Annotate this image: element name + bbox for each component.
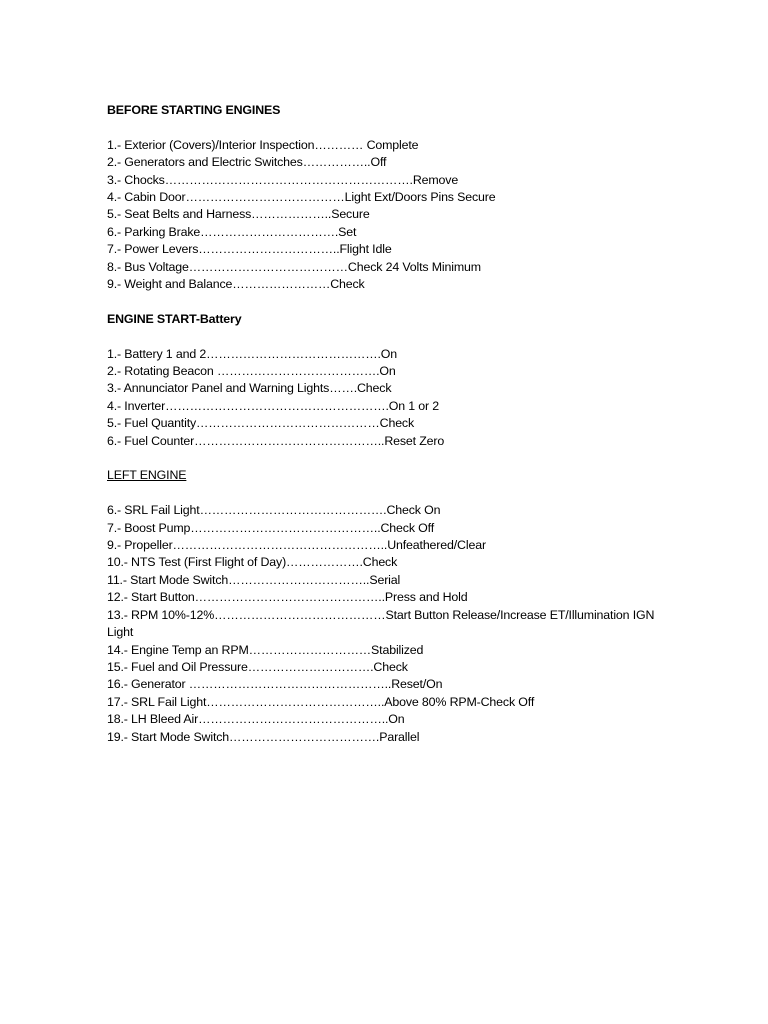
- checklist-document: [107, 102, 667, 746]
- spacer: [107, 293, 667, 310]
- spacer: [107, 328, 667, 345]
- list-item: 4.- Inverter……………………………………………….On 1 or 2: [107, 398, 440, 413]
- list-item: 17.- SRL Fail Light……………………………………..Above 80% RPM-Check Off: [107, 694, 535, 709]
- list-item: 6.- Parking Brake…………………………….Set: [107, 224, 357, 239]
- spacer: [107, 450, 667, 467]
- checklist-engine-start-battery: [107, 346, 667, 450]
- list-item: 7.- Power Levers……………………………..Flight Idle: [107, 242, 392, 257]
- section-heading-left-engine: LEFT ENGINE: [107, 468, 187, 483]
- section-heading-before-starting-engines: BEFORE STARTING ENGINES: [107, 103, 281, 117]
- list-item: 14.- Engine Temp an RPM…………………………Stabilized: [107, 642, 424, 657]
- checklist-before-starting-engines: [107, 137, 667, 294]
- list-item: 1.- Exterior (Covers)/Interior Inspection………… Complete: [107, 137, 419, 152]
- list-item: 3.- Chocks…………………………………………………….Remove: [107, 172, 459, 187]
- list-item: 3.- Annunciator Panel and Warning Lights…….Check: [107, 381, 392, 396]
- list-item: 2.- Rotating Beacon ………………………………….On: [107, 364, 396, 379]
- list-item: 10.- NTS Test (First Flight of Day)……………….Check: [107, 555, 398, 570]
- checklist-left-engine: [107, 502, 667, 746]
- section-heading-engine-start-battery: ENGINE START-Battery: [107, 311, 242, 326]
- list-item: 4.- Cabin Door…………………………………Light Ext/Doors Pins Secure: [107, 190, 496, 205]
- list-item: 18.- LH Bleed Air………………………………………..On: [107, 712, 405, 727]
- list-item: 19.- Start Mode Switch……………………………….Parallel: [107, 729, 420, 744]
- list-item: 16.- Generator …………………………………………..Reset/On: [107, 677, 443, 692]
- list-item: 6.- Fuel Counter………………………………………..Reset Zero: [107, 433, 445, 448]
- list-item: 15.- Fuel and Oil Pressure………………………….Check: [107, 659, 408, 674]
- list-item: 2.- Generators and Electric Switches……………..Off: [107, 155, 387, 170]
- list-item: 5.- Fuel Quantity………………………………………Check: [107, 416, 415, 431]
- list-item: 6.- SRL Fail Light……………………………………….Check On: [107, 503, 441, 518]
- list-item: 9.- Propeller……………………………………………..Unfeathered/Clear: [107, 538, 486, 553]
- list-item: 8.- Bus Voltage…………………………………Check 24 Volts Minimum: [107, 259, 481, 274]
- list-item: 5.- Seat Belts and Harness………………..Secure: [107, 207, 370, 222]
- spacer: [107, 485, 667, 502]
- list-item: 7.- Boost Pump………………………………………..Check Off: [107, 520, 435, 535]
- list-item: 1.- Battery 1 and 2…………………………………….On: [107, 346, 397, 361]
- list-item: 9.- Weight and Balance……………………Check: [107, 277, 365, 292]
- spacer: [107, 119, 667, 136]
- list-item: 11.- Start Mode Switch……………………………..Serial: [107, 572, 401, 587]
- list-item: 12.- Start Button………………………………………..Press and Hold: [107, 590, 468, 605]
- list-item: 13.- RPM 10%-12%……………………………………Start Button Release/Increase ET/Illumination IGN Light: [107, 607, 655, 640]
